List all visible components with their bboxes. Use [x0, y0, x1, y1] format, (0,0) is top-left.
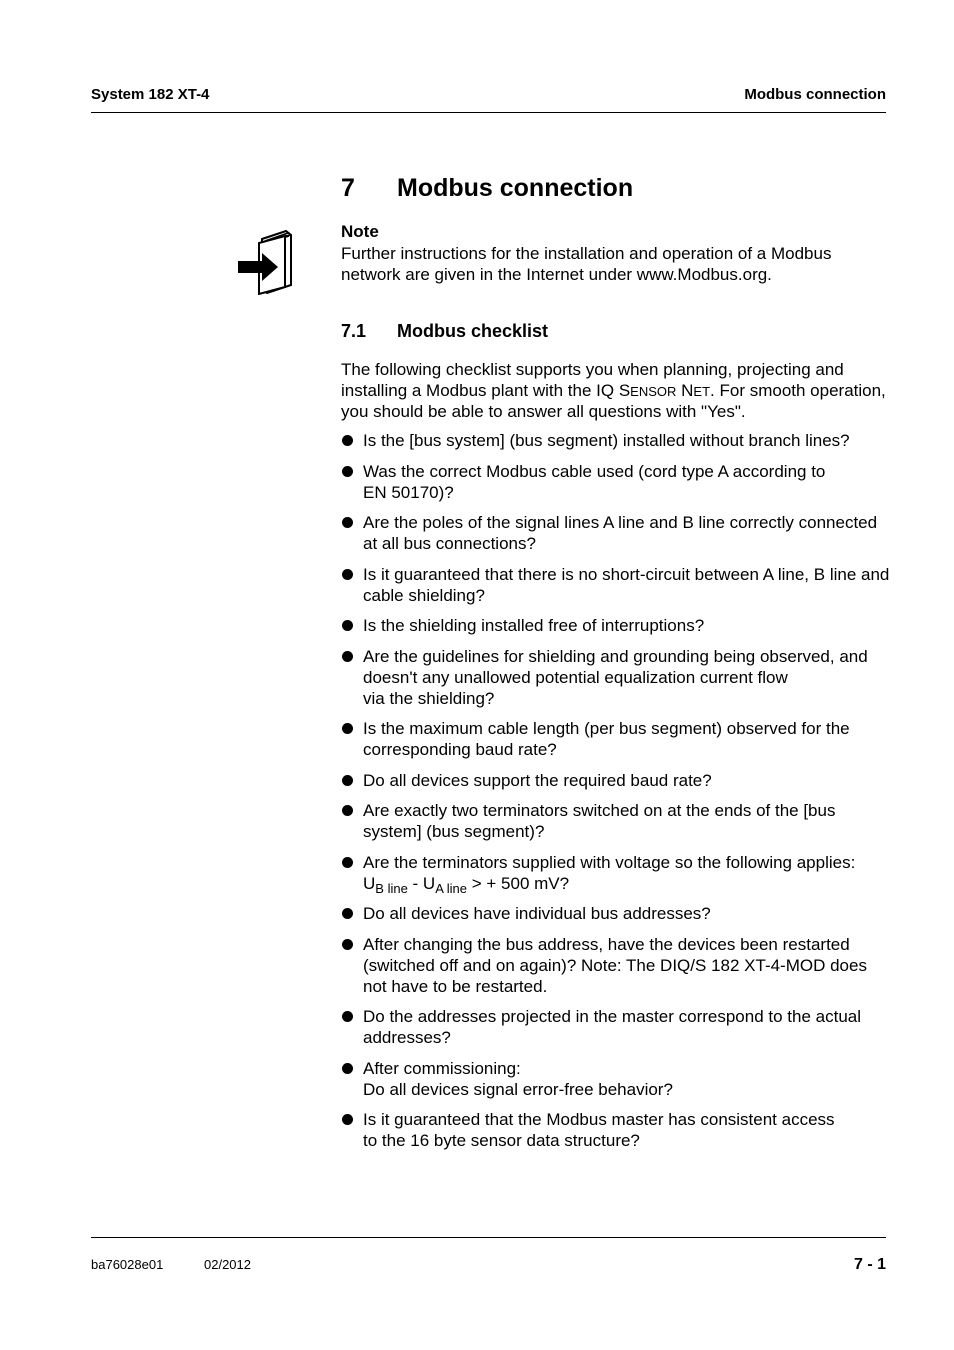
list-item: After commissioning: Do all devices signal error-free behavior?: [341, 1058, 893, 1100]
bullet-icon: [342, 857, 353, 868]
list-item: Are the guidelines for shielding and grounding being observed, and doesn't any unallowed potential equalization current flow via the shielding?: [341, 646, 893, 709]
list-item: Was the correct Modbus cable used (cord type A according to EN 50170)?: [341, 461, 893, 503]
list-item: Are exactly two terminators switched on at the ends of the [bus system] (bus segment)?: [341, 800, 893, 842]
footer-date: 02/2012: [204, 1257, 251, 1272]
page-number: 7 - 1: [853, 1256, 886, 1273]
bullet-icon: [342, 466, 353, 477]
bullet-icon: [342, 775, 353, 786]
list-item: Do the addresses projected in the master correspond to the actual addresses?: [341, 1006, 893, 1048]
voltage-formula: $U_{B line} - U_{A line}$ > + 500 mV?: [363, 873, 570, 896]
bullet-icon: [342, 805, 353, 816]
footer-doc-id: ba76028e01: [91, 1257, 164, 1272]
checklist: [341, 430, 893, 1161]
book-arrow-icon: [236, 229, 296, 295]
chapter-number: 7: [341, 174, 355, 202]
page-header: [91, 86, 886, 106]
bullet-icon: [342, 651, 353, 662]
section-number: 7.1: [341, 321, 367, 341]
header-chapter: Modbus connection: [744, 86, 886, 103]
header-product: System 182 XT-4: [91, 86, 210, 103]
bullet-icon: [342, 435, 353, 446]
list-item: Is it guaranteed that there is no short-circuit between A line, B line and cable shielding?: [341, 564, 893, 606]
list-item: Is the [bus system] (bus segment) installed without branch lines?: [341, 430, 893, 451]
section-title: Modbus checklist: [397, 321, 549, 341]
bullet-icon: [342, 723, 353, 734]
list-item: After changing the bus address, have the devices been restarted (switched off and on again)? Note: The DIQ/S 182 XT-4-MOD does not have to be restarted.: [341, 934, 893, 997]
section-heading: [341, 321, 548, 342]
bullet-icon: [342, 620, 353, 631]
bullet-icon: [342, 1063, 353, 1074]
header-rule: [91, 112, 886, 113]
list-item: Is the maximum cable length (per bus segment) observed for the corresponding baud rate?: [341, 718, 893, 760]
list-item: Do all devices have individual bus addresses?: [341, 903, 893, 924]
chapter-heading: [341, 174, 633, 203]
list-item: Is it guaranteed that the Modbus master has consistent access to the 16 byte sensor data structure?: [341, 1109, 893, 1151]
bullet-icon: [342, 908, 353, 919]
bullet-icon: [342, 517, 353, 528]
list-item: Are the poles of the signal lines A line and B line correctly connected at all bus connections?: [341, 512, 893, 554]
chapter-title: Modbus connection: [397, 174, 634, 202]
bullet-icon: [342, 569, 353, 580]
bullet-icon: [342, 939, 353, 950]
bullet-icon: [342, 1011, 353, 1022]
note-text: Further instructions for the installation and operation of a Modbus network are given in the Internet under www.Modbus.org.: [341, 244, 832, 284]
note-label: Note: [341, 222, 379, 241]
footer-rule: [91, 1237, 886, 1238]
list-item: Do all devices support the required baud rate?: [341, 770, 893, 791]
intro-paragraph: The following checklist supports you when planning, projecting and installing a Modbus plant with the IQ SENSOR NET. For smooth operation, you should be able to answer all questions with "Yes".: [341, 360, 886, 421]
list-item: Is the shielding installed free of interruptions?: [341, 615, 893, 636]
list-item: Are the terminators supplied with voltage so the following applies: $U_{B line} - U_{A line}$ > + 500 mV?: [341, 852, 893, 894]
bullet-icon: [342, 1114, 353, 1125]
